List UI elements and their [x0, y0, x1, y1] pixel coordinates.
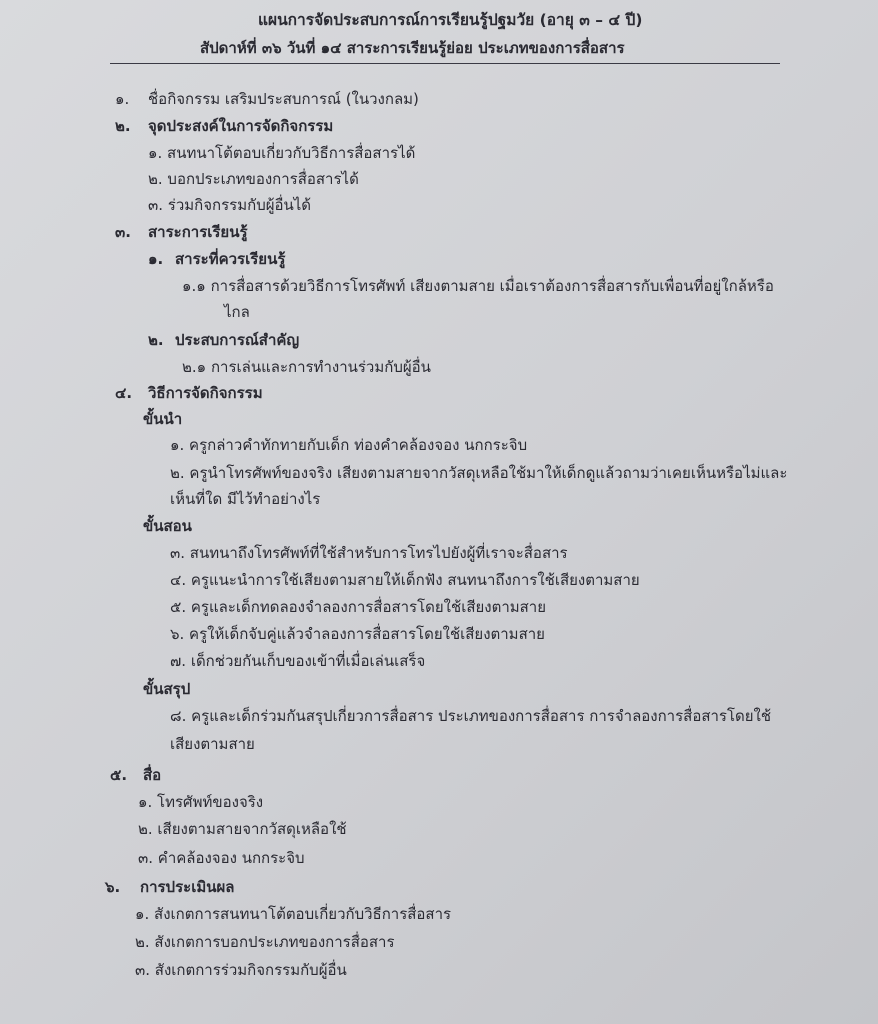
- section-3-1-item: ๑.๑ การสื่อสารด้วยวิธีการโทรศัพท์ เสียงตามสาย เมื่อเราต้องการสื่อสารกับเพื่อนที่อยู่ใกล้หรือ: [182, 277, 774, 295]
- section-3-2-title: ประสบการณ์สำคัญ: [175, 331, 300, 349]
- section-3-2-number: ๒.: [148, 331, 164, 349]
- section-3-2-item: ๒.๑ การเล่นและการทำงานร่วมกับผู้อื่น: [182, 358, 431, 376]
- section-2-item: ๓. ร่วมกิจกรรมกับผู้อื่นได้: [148, 196, 312, 214]
- section-2-number: ๒.: [115, 117, 131, 135]
- section-6-number: ๖.: [105, 878, 121, 896]
- section-4-number: ๔.: [115, 384, 133, 402]
- section-3-number: ๓.: [115, 223, 131, 241]
- media-item: ๒. เสียงตามสายจากวัสดุเหลือใช้: [138, 820, 347, 838]
- stage-summary-title: ขั้นสรุป: [143, 680, 191, 698]
- evaluation-item: ๒. สังเกตการบอกประเภทของการสื่อสาร: [135, 933, 395, 951]
- evaluation-item: ๓. สังเกตการร่วมกิจกรรมกับผู้อื่น: [135, 961, 347, 979]
- section-5-title: สื่อ: [143, 766, 162, 784]
- section-6-title: การประเมินผล: [140, 878, 235, 896]
- section-3-1-item-continued: ไกล: [224, 303, 250, 321]
- section-3-1-number: ๑.: [148, 250, 164, 268]
- section-4-title: วิธีการจัดกิจกรรม: [148, 384, 263, 402]
- section-1-label: ชื่อกิจกรรม เสริมประสบการณ์ (ในวงกลม): [148, 90, 419, 108]
- stage-teach-item: ๔. ครูแนะนำการใช้เสียงตามสายให้เด็กฟัง สนทนาถึงการใช้เสียงตามสาย: [170, 571, 640, 589]
- section-2-item: ๒. บอกประเภทของการสื่อสารได้: [148, 170, 359, 188]
- stage-teach-item: ๖. ครูให้เด็กจับคู่แล้วจำลองการสื่อสารโดยใช้เสียงตามสาย: [170, 625, 545, 643]
- stage-summary-item-continued: เสียงตามสาย: [170, 735, 255, 753]
- evaluation-item: ๑. สังเกตการสนทนาโต้ตอบเกี่ยวกับวิธีการสื่อสาร: [135, 905, 452, 923]
- stage-teach-item: ๓. สนทนาถึงโทรศัพท์ที่ใช้สำหรับการโทรไปยังผู้ที่เราจะสื่อสาร: [170, 544, 568, 562]
- section-5-number: ๕.: [110, 766, 128, 784]
- media-item: ๑. โทรศัพท์ของจริง: [138, 793, 264, 811]
- stage-intro-title: ขั้นนำ: [143, 410, 183, 428]
- stage-teach-item: ๗. เด็กช่วยกันเก็บของเข้าที่เมื่อเล่นเสร็จ: [170, 652, 426, 670]
- stage-intro-item: ๑. ครูกล่าวคำทักทายกับเด็ก ท่องคำคล้องจอง นกกระจิบ: [170, 436, 528, 454]
- document-subtitle: สัปดาห์ที่ ๓๖ วันที่ ๑๔ สาระการเรียนรู้ย่อย ประเภทของการสื่อสาร: [200, 39, 625, 57]
- section-3-1-title: สาระที่ควรเรียนรู้: [175, 250, 286, 268]
- stage-teach-title: ขั้นสอน: [143, 517, 192, 535]
- stage-intro-item: ๒. ครูนำโทรศัพท์ของจริง เสียงตามสายจากวัสดุเหลือใช้มาให้เด็กดูแล้วถามว่าเคยเห็นหรือไม่และ: [170, 464, 788, 482]
- section-2-title: จุดประสงค์ในการจัดกิจกรรม: [148, 117, 334, 135]
- document-title: แผนการจัดประสบการณ์การเรียนรู้ปฐมวัย (อายุ ๓ – ๔ ปี): [258, 11, 643, 29]
- stage-intro-item-continued: เห็นที่ใด มีไว้ทำอย่างไร: [170, 490, 321, 508]
- stage-summary-item: ๘. ครูและเด็กร่วมกันสรุปเกี่ยวการสื่อสาร ประเภทของการสื่อสาร การจำลองการสื่อสารโดยใช้: [170, 707, 772, 725]
- header-rule: [110, 63, 780, 64]
- media-item: ๓. คำคล้องจอง นกกระจิบ: [138, 849, 305, 867]
- stage-teach-item: ๕. ครูและเด็กทดลองจำลองการสื่อสารโดยใช้เสียงตามสาย: [170, 598, 547, 616]
- section-2-item: ๑. สนทนาโต้ตอบเกี่ยวกับวิธีการสื่อสารได้: [148, 144, 416, 162]
- section-1-number: ๑.: [115, 90, 130, 108]
- section-3-title: สาระการเรียนรู้: [148, 223, 248, 241]
